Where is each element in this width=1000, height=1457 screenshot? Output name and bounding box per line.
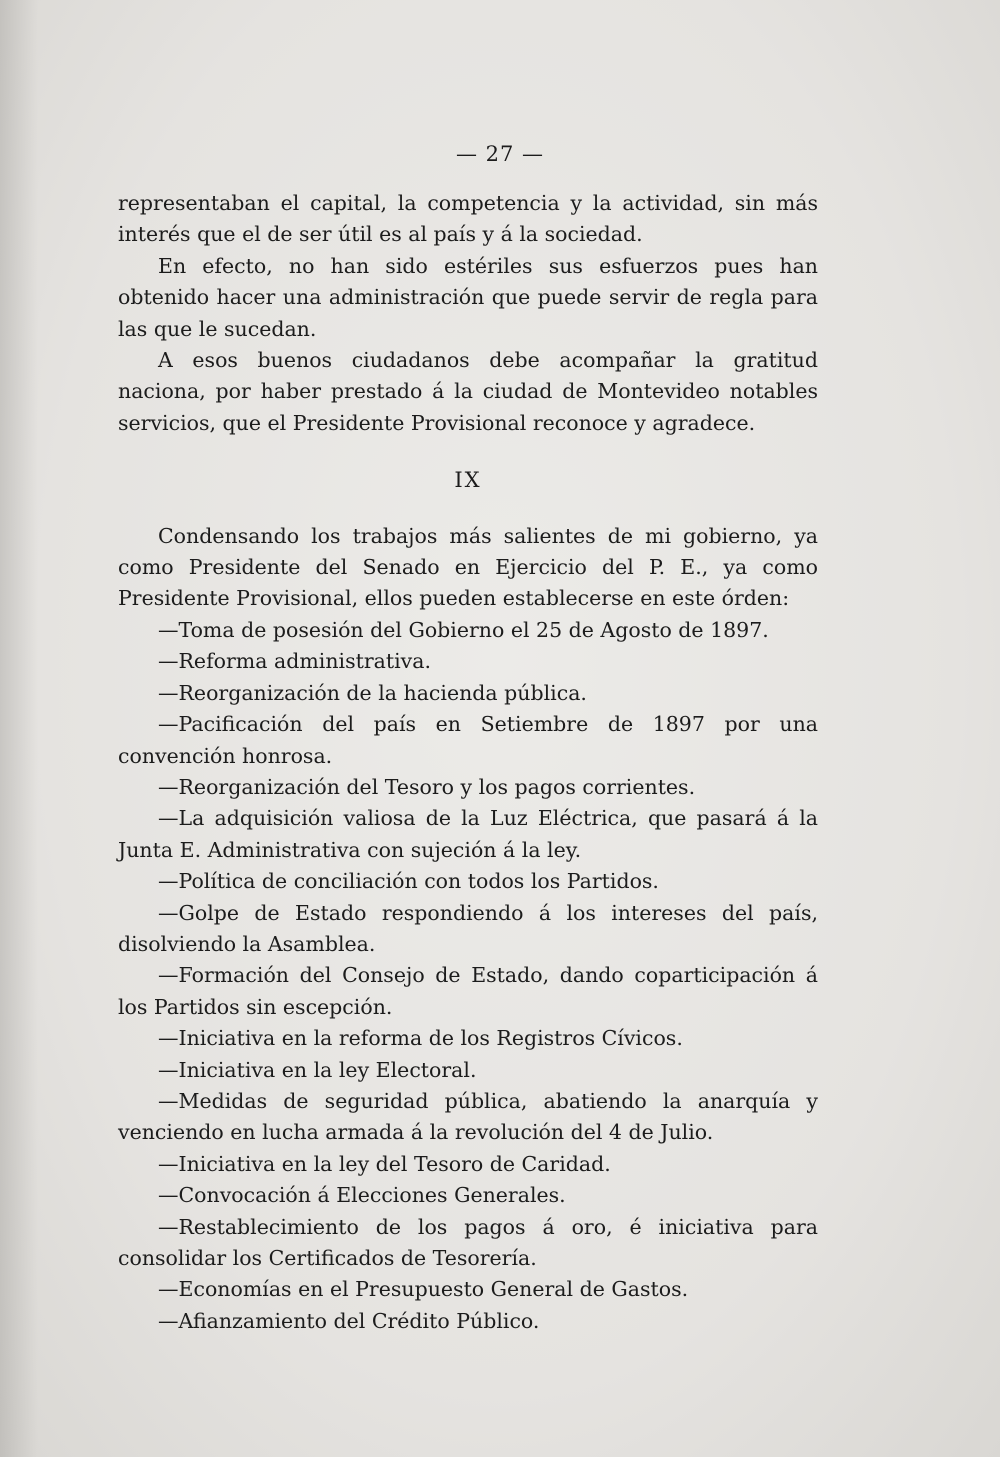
list-item: —Política de conciliación con todos los Partidos. — [158, 869, 659, 894]
list-item: —Reorganización de la hacienda pública. — [158, 680, 587, 705]
list-item: —Reorganización del Tesoro y los pagos corrientes. — [158, 774, 696, 799]
list-item: —Restablecimiento de los pagos á oro, é iniciativa para consolidar los Certificados de Tesorería. — [118, 1214, 818, 1270]
paragraph: A esos buenos ciudadanos debe acompañar la gratitud naciona, por haber prestado á la ciudad de Montevideo notables servicios, que el Presidente Provisional reconoce y agradece. — [118, 348, 818, 435]
body-text — [118, 188, 818, 1337]
page-number: — 27 — — [455, 142, 545, 166]
list-item: —Reforma administrativa. — [158, 649, 431, 674]
achievements-list — [118, 615, 818, 1337]
list-item: —Afianzamiento del Crédito Público. — [158, 1308, 540, 1333]
paragraph-continuation: representaban el capital, la competencia y la actividad, sin más interés que el de ser útil es al país y á la sociedad. — [118, 191, 818, 247]
list-item: —Convocación á Elecciones Generales. — [158, 1183, 566, 1208]
list-item: —Iniciativa en la ley del Tesoro de Caridad. — [158, 1151, 611, 1176]
list-item: —Iniciativa en la ley Electoral. — [158, 1057, 477, 1082]
list-item: —Economías en el Presupuesto General de Gastos. — [158, 1277, 689, 1302]
list-item: —Formación del Consejo de Estado, dando coparticipación á los Partidos sin escepción. — [118, 963, 818, 1019]
list-item: —La adquisición valiosa de la Luz Eléctrica, que pasará á la Junta E. Administrativa con sujeción á la ley. — [118, 806, 818, 862]
section-heading: IX — [454, 468, 482, 493]
list-item: —Iniciativa en la reforma de los Registros Cívicos. — [158, 1026, 683, 1051]
list-item: —Medidas de seguridad pública, abatiendo la anarquía y venciendo en lucha armada á la revolución del 4 de Julio. — [118, 1088, 818, 1145]
list-item: —Golpe de Estado respondiendo á los intereses del país, disolviendo la Asamblea. — [118, 900, 818, 956]
list-item: —Pacificación del país en Setiembre de 1897 por una convención honrosa. — [118, 712, 818, 768]
section-intro-paragraph: Condensando los trabajos más salientes de mi gobierno, ya como Presidente del Senado en Ejercicio del P. E., ya como Presidente Provisional, ellos pueden establecerse en este órden: — [118, 523, 818, 611]
binding-gutter-shadow — [0, 0, 38, 1457]
paragraph: En efecto, no han sido estériles sus esfuerzos pues han obtenido hacer una administración que puede servir de regla para las que le sucedan. — [118, 253, 818, 341]
list-item: —Toma de posesión del Gobierno el 25 de Agosto de 1897. — [158, 617, 769, 642]
